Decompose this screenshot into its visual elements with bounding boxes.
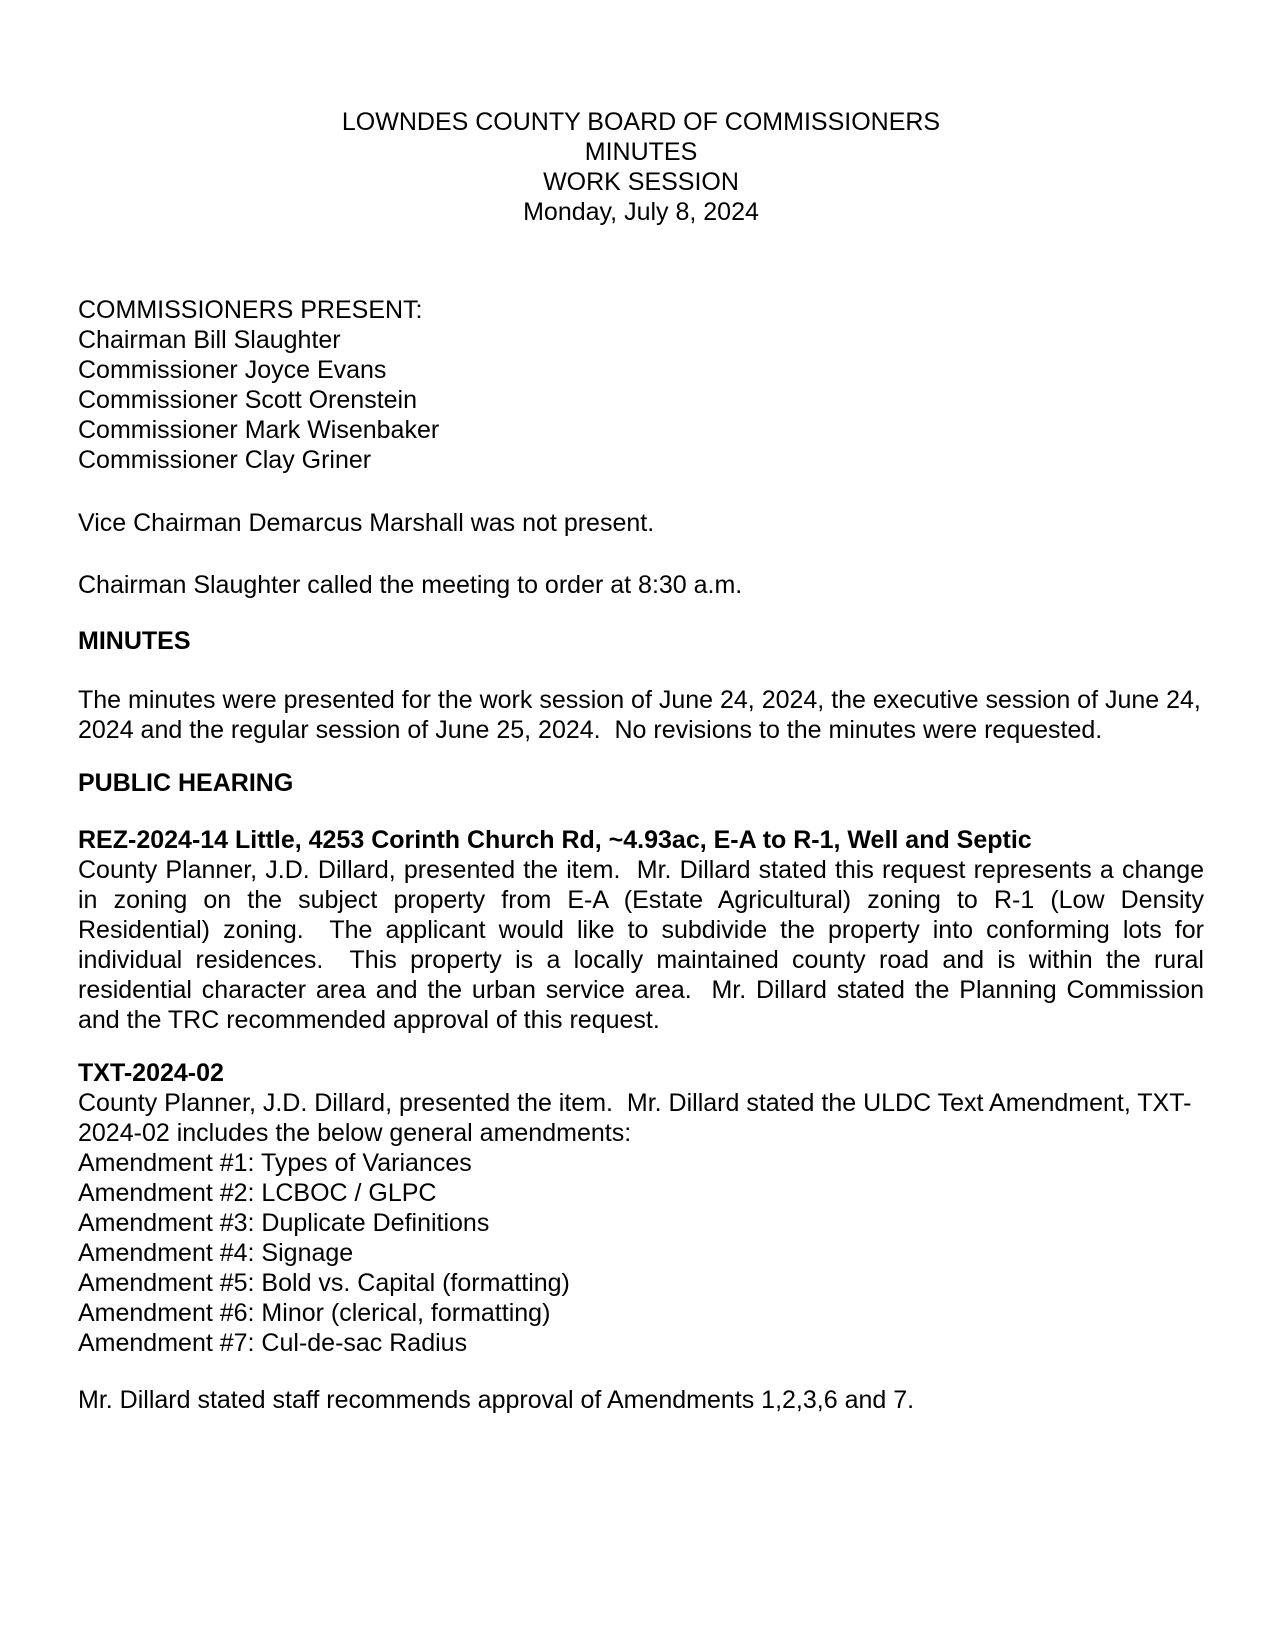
document-content <box>78 107 1211 1415</box>
amendment-line: Amendment #5: Bold vs. Capital (formatting) <box>78 1269 570 1297</box>
header-doc-type: MINUTES <box>584 138 698 166</box>
minutes-section-body: The minutes were presented for the work session of June 24, 2024, the executive session of June 24, 2024 and the regular session of June 25, 2024. No revisions to the minutes were requested. <box>78 686 1208 744</box>
header-org-title: LOWNDES COUNTY BOARD OF COMMISSIONERS <box>341 108 941 136</box>
commissioner-name: Commissioner Mark Wisenbaker <box>78 416 440 444</box>
header-date: Monday, July 8, 2024 <box>523 198 759 226</box>
txt-item-intro: County Planner, J.D. Dillard, presented the item. Mr. Dillard stated the ULDC Text Amendment, TXT-2024-02 includes the below general amendments: <box>78 1089 1192 1147</box>
amendment-list <box>78 1148 1204 1358</box>
txt-item-heading: TXT-2024-02 <box>78 1059 224 1087</box>
call-to-order-note: Chairman Slaughter called the meeting to order at 8:30 a.m. <box>78 571 743 599</box>
header-session-type: WORK SESSION <box>543 168 739 196</box>
commissioners-present-label: COMMISSIONERS PRESENT: <box>78 296 423 324</box>
commissioner-name: Commissioner Joyce Evans <box>78 356 387 384</box>
document-header <box>78 107 1204 227</box>
amendment-line: Amendment #2: LCBOC / GLPC <box>78 1179 437 1207</box>
rez-item-body: County Planner, J.D. Dillard, presented the item. Mr. Dillard stated this request represents a change in zoning on the subject property from E-A (Estate Agricultural) zoning to R-1 (Low Density Residential) zoning. The applicant would like to subdivide the property into conforming lots for individual residences. This property is a locally maintained county road and is within the rural residential character area and the urban service area. Mr. Dillard stated the Planning Commission and the TRC recommended approval of this request. <box>78 856 1211 1034</box>
staff-recommendation-note: Mr. Dillard stated staff recommends approval of Amendments 1,2,3,6 and 7. <box>78 1386 915 1414</box>
amendment-line: Amendment #7: Cul-de-sac Radius <box>78 1329 468 1357</box>
public-hearing-heading: PUBLIC HEARING <box>78 769 294 797</box>
amendment-line: Amendment #4: Signage <box>78 1239 354 1267</box>
commissioner-name: Commissioner Scott Orenstein <box>78 386 418 414</box>
rez-item-heading: REZ-2024-14 Little, 4253 Corinth Church Rd, ~4.93ac, E-A to R-1, Well and Septic <box>78 826 1032 854</box>
amendment-line: Amendment #6: Minor (clerical, formatting) <box>78 1299 551 1327</box>
attendance-block <box>78 295 1204 475</box>
commissioner-name: Chairman Bill Slaughter <box>78 326 341 354</box>
absent-note: Vice Chairman Demarcus Marshall was not present. <box>78 509 655 537</box>
commissioner-name: Commissioner Clay Griner <box>78 446 372 474</box>
amendment-line: Amendment #1: Types of Variances <box>78 1149 472 1177</box>
minutes-section-heading: MINUTES <box>78 627 191 655</box>
amendment-line: Amendment #3: Duplicate Definitions <box>78 1209 490 1237</box>
